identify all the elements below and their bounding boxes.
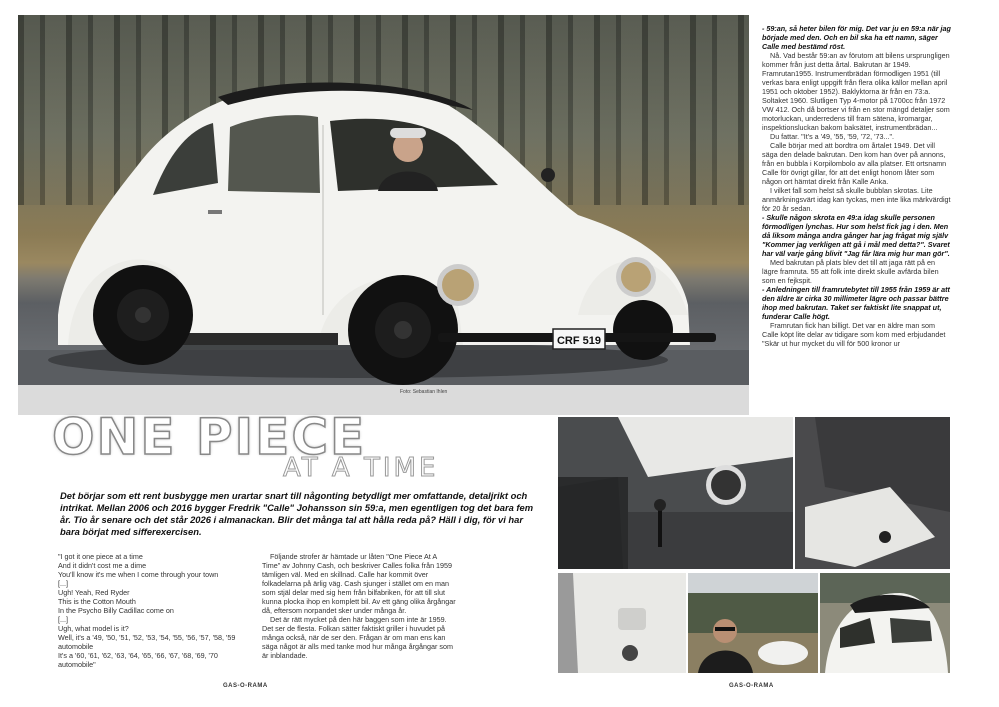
lyric-line: [...] xyxy=(58,615,68,624)
body-paragraph: - Skulle någon skrota en 49:a idag skulle personen förmodligen lynchas. Hur som helst fick jag i den. Men då liksom många andra gånger har jag frågat mig själv "Kommer jag verkligen att gå i mål med detta?". Svaret har väl varje gång blivit "Jag får lära mig hur man gör". xyxy=(762,213,950,258)
lyric-line: You'll know it's me when I come through your town xyxy=(58,570,219,579)
owner-portrait-photo xyxy=(688,573,818,673)
body-column-right xyxy=(762,24,952,348)
body-paragraph: Med bakrutan på plats blev det till att jaga rätt på en lägre framruta. 55 att folk inte direkt skulle avfärda bilen som en fejkspit. xyxy=(762,258,939,285)
body-paragraph: Nå. Vad består 59:an av förutom att bilens ursprungligen kommer från just detta årtal. Bakrutan är 1949. Framrutan1955. Instrumentbrädan förmodligen 1951 (till verkas bara enligt uppgift från flera olika källor mellan april 1951 och oktober 1952). Baklyktorna är från en 73:a. Soltaket 1960. Slutligen Typ 4-motor på 1700cc från 1972 VW 412. Och då bortser vi från en stor mängd detaljer som motorluckan, underredens till fram sätena, kromargar, inspektionsluckan bakom baksätet, instrumentbrädan... xyxy=(762,51,950,132)
vw-beetle-illustration xyxy=(18,15,749,415)
footer-masthead-left: GAS-O-RAMA xyxy=(223,683,268,689)
photo-credit: Foto: Sebastian Ihlen xyxy=(400,389,448,395)
lyric-line: Well, it's a '49, '50, '51, '52, '53, '54, '55, '56, '57, '58, '59 automobile xyxy=(58,633,236,651)
lyric-line: This is the Cotton Mouth xyxy=(58,597,136,606)
lyric-line: In the Psycho Billy Cadillac come on xyxy=(58,606,174,615)
lyric-line: "I got it one piece at a time xyxy=(58,552,143,561)
footer-masthead-right: GAS-O-RAMA xyxy=(729,683,774,689)
hero-photo xyxy=(18,15,749,415)
lead-paragraph: Det börjar som ett rent busbygge men urartar snart till någonting betydligt mer omfattande, detaljrikt och intrikat. Mellan 2006 och 2016 bygger Fredrik "Calle" Johansson sin 59:a, men egentligen tog det bara fem år. Tio år senare och det står 2026 i almanackan. Blir det många tal att hålla reda på? Häll i dig, för vi har bara börjat med sifferexercisen. xyxy=(60,490,534,537)
body-column-middle xyxy=(262,552,456,660)
body-paragraph: Följande strofer är hämtade ur låten "One Piece At A Time" av Johnny Cash, och beskriver Calles folka från 1959 tämligen väl. Med en skillnad. Calle har kommit över folkadelarna på ärlig väg. Cash sjunger i stället om en man som stjäl delar med sig hem från bilfabriken, för att till slut kunna plocka ihop en komplett bil. Av ett gäng olika årgångar då, eftersom norpandet sker under många år. xyxy=(262,552,456,615)
article-title: ONE PIECE xyxy=(52,408,367,466)
lyric-line: Ugh, what model is it? xyxy=(58,624,129,633)
body-paragraph: Det är rätt mycket på den här baggen som inte är 1959. Det ser de flesta. Folkan sätter faktiskt griller i huvudet på många också, när de ser den. Frågan är om man ens kan säga något är alls med tanke mod hur många årgångar som är inblandade. xyxy=(262,615,453,660)
interior-photo xyxy=(558,417,793,569)
beetle-sunroof-photo xyxy=(820,573,950,673)
body-paragraph: Calle börjar med att bordtra om årtalet 1949. Det vill säga den delade bakrutan. Den kom han över på annons, från en bubbla i Korpilombolo av alla platser. Ett ortsnamn Calle för övrigt gillar, för att det enligt honom låter som någon ort hämtat direkt från Kalle Anka. xyxy=(762,141,947,186)
lyric-line: It's a '60, '61, '62, '63, '64, '65, '66, '67, '68, '69, '70 automobile" xyxy=(58,651,218,669)
article-subtitle: AT A TIME xyxy=(283,453,439,483)
engine-lid-photo xyxy=(558,573,686,673)
body-paragraph: - 59:an, så heter bilen för mig. Det var ju en 59:a när jag började med den. Och en bil ska ha ett namn, säger Calle med bestämd röst. xyxy=(762,24,951,51)
body-paragraph: - Anledningen till framrutebytet till 1955 från 1959 är att den äldre är cirka 30 millimeter lägre och passar bättre ihop med bakrutan. Taket ser faktiskt lite snappat ut, funderar Calle högt. xyxy=(762,285,950,321)
rear-seat-photo xyxy=(795,417,950,569)
license-plate: CRF 519 xyxy=(556,335,602,347)
lyrics-column xyxy=(58,552,253,669)
body-paragraph: I vilket fall som helst så skulle bubblan skrotas. Lite anmärkningsvärt idag kan tyckas, men inte lika märkvärdigt för 20 år sedan. xyxy=(762,186,951,213)
lyric-line: And it didn't cost me a dime xyxy=(58,561,147,570)
lyric-line: [...] xyxy=(58,579,68,588)
lyric-line: Ugh! Yeah, Red Ryder xyxy=(58,588,130,597)
body-paragraph: Framrutan fick han billigt. Det var en äldre man som Calle köpt lite delar av tidigare som kom med erbjudandet "Skär ut hur mycket du vill för 500 kronor ur xyxy=(762,321,946,348)
body-paragraph: Du fattar. "It's a '49, '55, '59, '72, '73...". xyxy=(770,132,895,141)
